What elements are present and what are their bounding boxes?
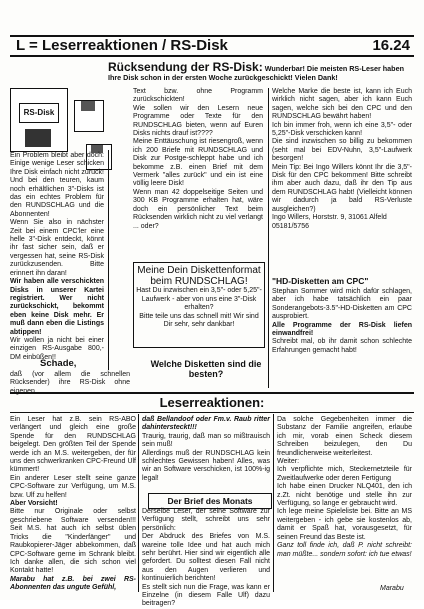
rs-disk-illustration — [10, 88, 68, 152]
paragraph: Wenn Sie also in nächster Zeit bei einem CPC'ler eine helle 3"-Disk entdeckt, könnt ihr fast sicher sein, daß er vergessen hat, seine RS-Disk zurückzusenden. Bitte erinnert ihn daran! — [10, 219, 104, 277]
paragraph: Ein Problem bleibt aber doch: Einige wenige Leser schicken Ihre Disk einfach nicht zurück! Und bei den teuren, kaum noch erhältlichen 3"-Disks ist das ein echtes Problem für den RUNDSCHLAG und die Abonnenten! — [10, 152, 104, 218]
paragraph: Ich habe einen Drucker NLQ401, den ich z.Zt. nicht benötige und stelle ihn zur Verfügung, so lange er gebraucht wird. — [277, 483, 412, 508]
paragraph: Da solche Gegebenheiten immer die Substanz der Familie angreifen, erlaube ich mir, vorab einen Scheck diesem Schreiben beizulegen, den Du freundlicherweise weiterleitest. — [277, 416, 412, 457]
column-divider — [268, 88, 269, 388]
section-heading: Rücksendung der RS-Disk: — [108, 60, 263, 74]
paragraph: Allerdings muß der RUNDSCHLAG kein schlechtes Gewissen haben! Alles, was wir an Software verschicken, ist 100%-ig legal! — [142, 449, 270, 482]
disk-label: RS-Disk — [19, 103, 59, 123]
paragraph: Mein Tip: Bei Ingo Willers könnt Ihr die 3,5"-Disk für den CPC bekommen! Bitte schreibt ihm aber auch dazu, daß ihr den Tip aus dem RUNDSCHLAG habt! (Vielleicht können wir dadurch ja bald RS-Verluste ausgleichen?) — [272, 163, 412, 213]
paragraph: Ein Leser hat z.B. sein RS-ABO verlängert und gleich eine große Spende für den RUNDSCHLAG beigelegt. Den größten Teil der Spende werde ich an M.S. weitergeben, der für uns den schwerkranken CPC-Freund Ulf kümmert! — [10, 416, 136, 474]
page-title: L = Leserreaktionen / RS-Disk — [16, 37, 228, 54]
lower-column-3 — [277, 416, 412, 559]
paragraph: Weiter: — [277, 458, 300, 466]
readers-band: Leserreaktionen: — [10, 392, 414, 413]
lower-column-2b — [142, 508, 270, 609]
column-3b — [272, 288, 412, 355]
column-divider — [138, 414, 139, 592]
paragraph: Schreibt mal, ob ihr damit schon schlechte Erfahrungen gemacht habt! — [272, 338, 412, 354]
disk-format-box — [133, 262, 265, 348]
paragraph: Marabu hat z.B. bei zwei RS-Abonnenten das ungute Gefühl, — [10, 575, 136, 592]
paragraph: daß Bellandoof oder Fm.v. Raub ritter dahintersteckt!!! — [142, 416, 270, 432]
column-divider — [108, 150, 109, 370]
paragraph: Wenn man 42 doppelseitige Seiten und 300 KB Programme erhalten hat, wäre doch ein persönlicher Text beim Rücksenden wirklich nicht zu viel verlangt ... oder? — [133, 188, 263, 230]
paragraph: Ich bin immer froh, wenn ich eine 3,5"- oder 5,25"-Disk verschicken kann! — [272, 121, 412, 138]
section-lead — [108, 60, 408, 82]
paragraph: Der Abdruck des Briefes von M.S. wareine tolle Idee und hat auch mich sehr berührt. Hier sind wir eigentlich alle gefordert. Du solltest diesen Fall nicht aus den Augen verlieren und kontinuierlich berichten! — [142, 533, 270, 583]
lower-column-2 — [142, 416, 270, 483]
paragraph: Wie sollen wir den Lesern neue Programme oder Texte für den RUNDSCHLAG bieten, wenn auf Euren Disks nichts drauf ist???? — [133, 104, 263, 138]
paragraph: Alle Programme der RS-Disk liefen einwandfrei! — [272, 321, 412, 338]
column-1 — [10, 152, 104, 362]
subheading-schade: Schade, — [40, 358, 77, 369]
signature: Marabu — [380, 585, 404, 592]
letter-of-month-box: Der Brief des Monats — [148, 493, 272, 509]
paragraph: Es stellt sich nun die Frage, was kann er Einzelne (in diesem Falle Ulf) dazu beitragen? — [142, 583, 270, 608]
box-heading: Meine Dein Diskettenformat beim RUNDSCHLAG! — [137, 265, 261, 287]
paragraph: Aber Vorsicht! — [10, 500, 58, 508]
lower-column-1 — [10, 416, 136, 593]
paragraph: Ich verpflichte mich, Steckernetzteile für Zweitlaufwerke oder deren Fertigung — [277, 466, 412, 482]
paragraph: Die sind inzwischen so billig zu bekommen (seht mal bei EDV-Nuhn, 3,5"-Laufwerk besorgen! — [272, 138, 412, 163]
paragraph: Ich lege meine Spieleliste bei. Bitte an MS weitergeben - ich gebe sie kostenlos ab, damit er Spaß hat, vorausgesetzt, für seinen Freund das Beste ist. — [277, 508, 412, 541]
box-text: Hast Du inzwischen ein 3,5"- oder 5,25"-Laufwerk - aber von uns eine 3"-Disk erhalten? — [136, 287, 262, 312]
column-2 — [133, 88, 263, 231]
paragraph: Ein anderer Leser stellt seine ganze CPC-Software zur Verfügung, um M.S. bzw. Ulf zu helfen! — [10, 474, 136, 499]
paragraph: daß (vor allem die schnellen Rücksender) ihre RS-Disk ohne eigenen — [10, 371, 130, 395]
page-header — [10, 35, 414, 57]
paragraph: Ingo Willers, Horststr. 9, 31061 Alfeld — [272, 214, 387, 222]
column-3 — [272, 88, 412, 231]
section-lead-text: Wunderbar! Die meisten RS-Leser haben Ihre Disk schon in der ersten Woche zurückgeschickt! Vielen Dank! — [108, 64, 404, 82]
paragraph: Wir haben alle verschickten Disks in unserer Kartei registriert. Wer nicht zurückschickt, bekommt eben keine Disk mehr. Er muß dann eben die Listings abtippen! — [10, 278, 104, 336]
subheading-hd-disketten: "HD-Disketten am CPC" — [272, 276, 369, 286]
paragraph: 05181/5756 — [272, 222, 309, 230]
column-divider — [273, 414, 274, 592]
paragraph: Welche Marke die beste ist, kann ich Euch wirklich nicht sagen, aber ich kann Euch sagen, welche sich bei den CPC und den RUNDSCHLAG bewährt haben! — [272, 88, 412, 121]
paragraph: Wir wollen ja nicht bei einer einzigen RS-Ausgabe 800,- DM einbüßen!! — [10, 336, 104, 361]
paragraph: Stephan Sommer wird mich dafür schlagen, aber ich habe tatsächlich ein paar Sonderangebots-3.5"-HD-Disketten am CPC ausprobiert. — [272, 288, 412, 321]
paragraph: Bitte nur Originale oder selbst geschriebene Software versenden!!! Seit M.S. hat auch ich selbst üblen Tricks die "Kinderfänger" und Raubkopierer-Jäger abbekommen, daß CPC-Software gerne im Schrank bleibt. Ich danke allen, die sich schon viel Kontakt hatte! — [10, 508, 136, 575]
floppy-icon — [74, 100, 104, 132]
question-heading: Welche Disketten sind die besten? — [150, 359, 262, 379]
paragraph: Text bzw. ohne Programm zurückschickten! — [133, 88, 263, 104]
paragraph: Ganz toll finde ich, daß P. nicht schreibt: man müßte... sondern sofort: ich tue etwas! — [277, 542, 412, 558]
box-text: Bitte teile uns das schnell mit! Wir sind Dir sehr, sehr dankbar! — [139, 312, 259, 329]
paragraph: Traurig, traurig, daß man so mißtrauisch sein muß! — [142, 432, 270, 449]
paragraph: Derselbe Leser, der seine Software zur Verfügung stellt, schreibt uns sehr persönlich: — [142, 508, 270, 532]
page-number: 16.24 — [372, 37, 410, 54]
paragraph: Meine Enttäuschung ist riesengroß, wenn ich 200 Briefe mit RUNDSCHLAG und Disk zur Postge-schleppt habe und ich bekomme z.B. einen Brief mit dem Vermerk "alles zurück" und ein ist eine völlig leere Disk! — [133, 138, 263, 188]
